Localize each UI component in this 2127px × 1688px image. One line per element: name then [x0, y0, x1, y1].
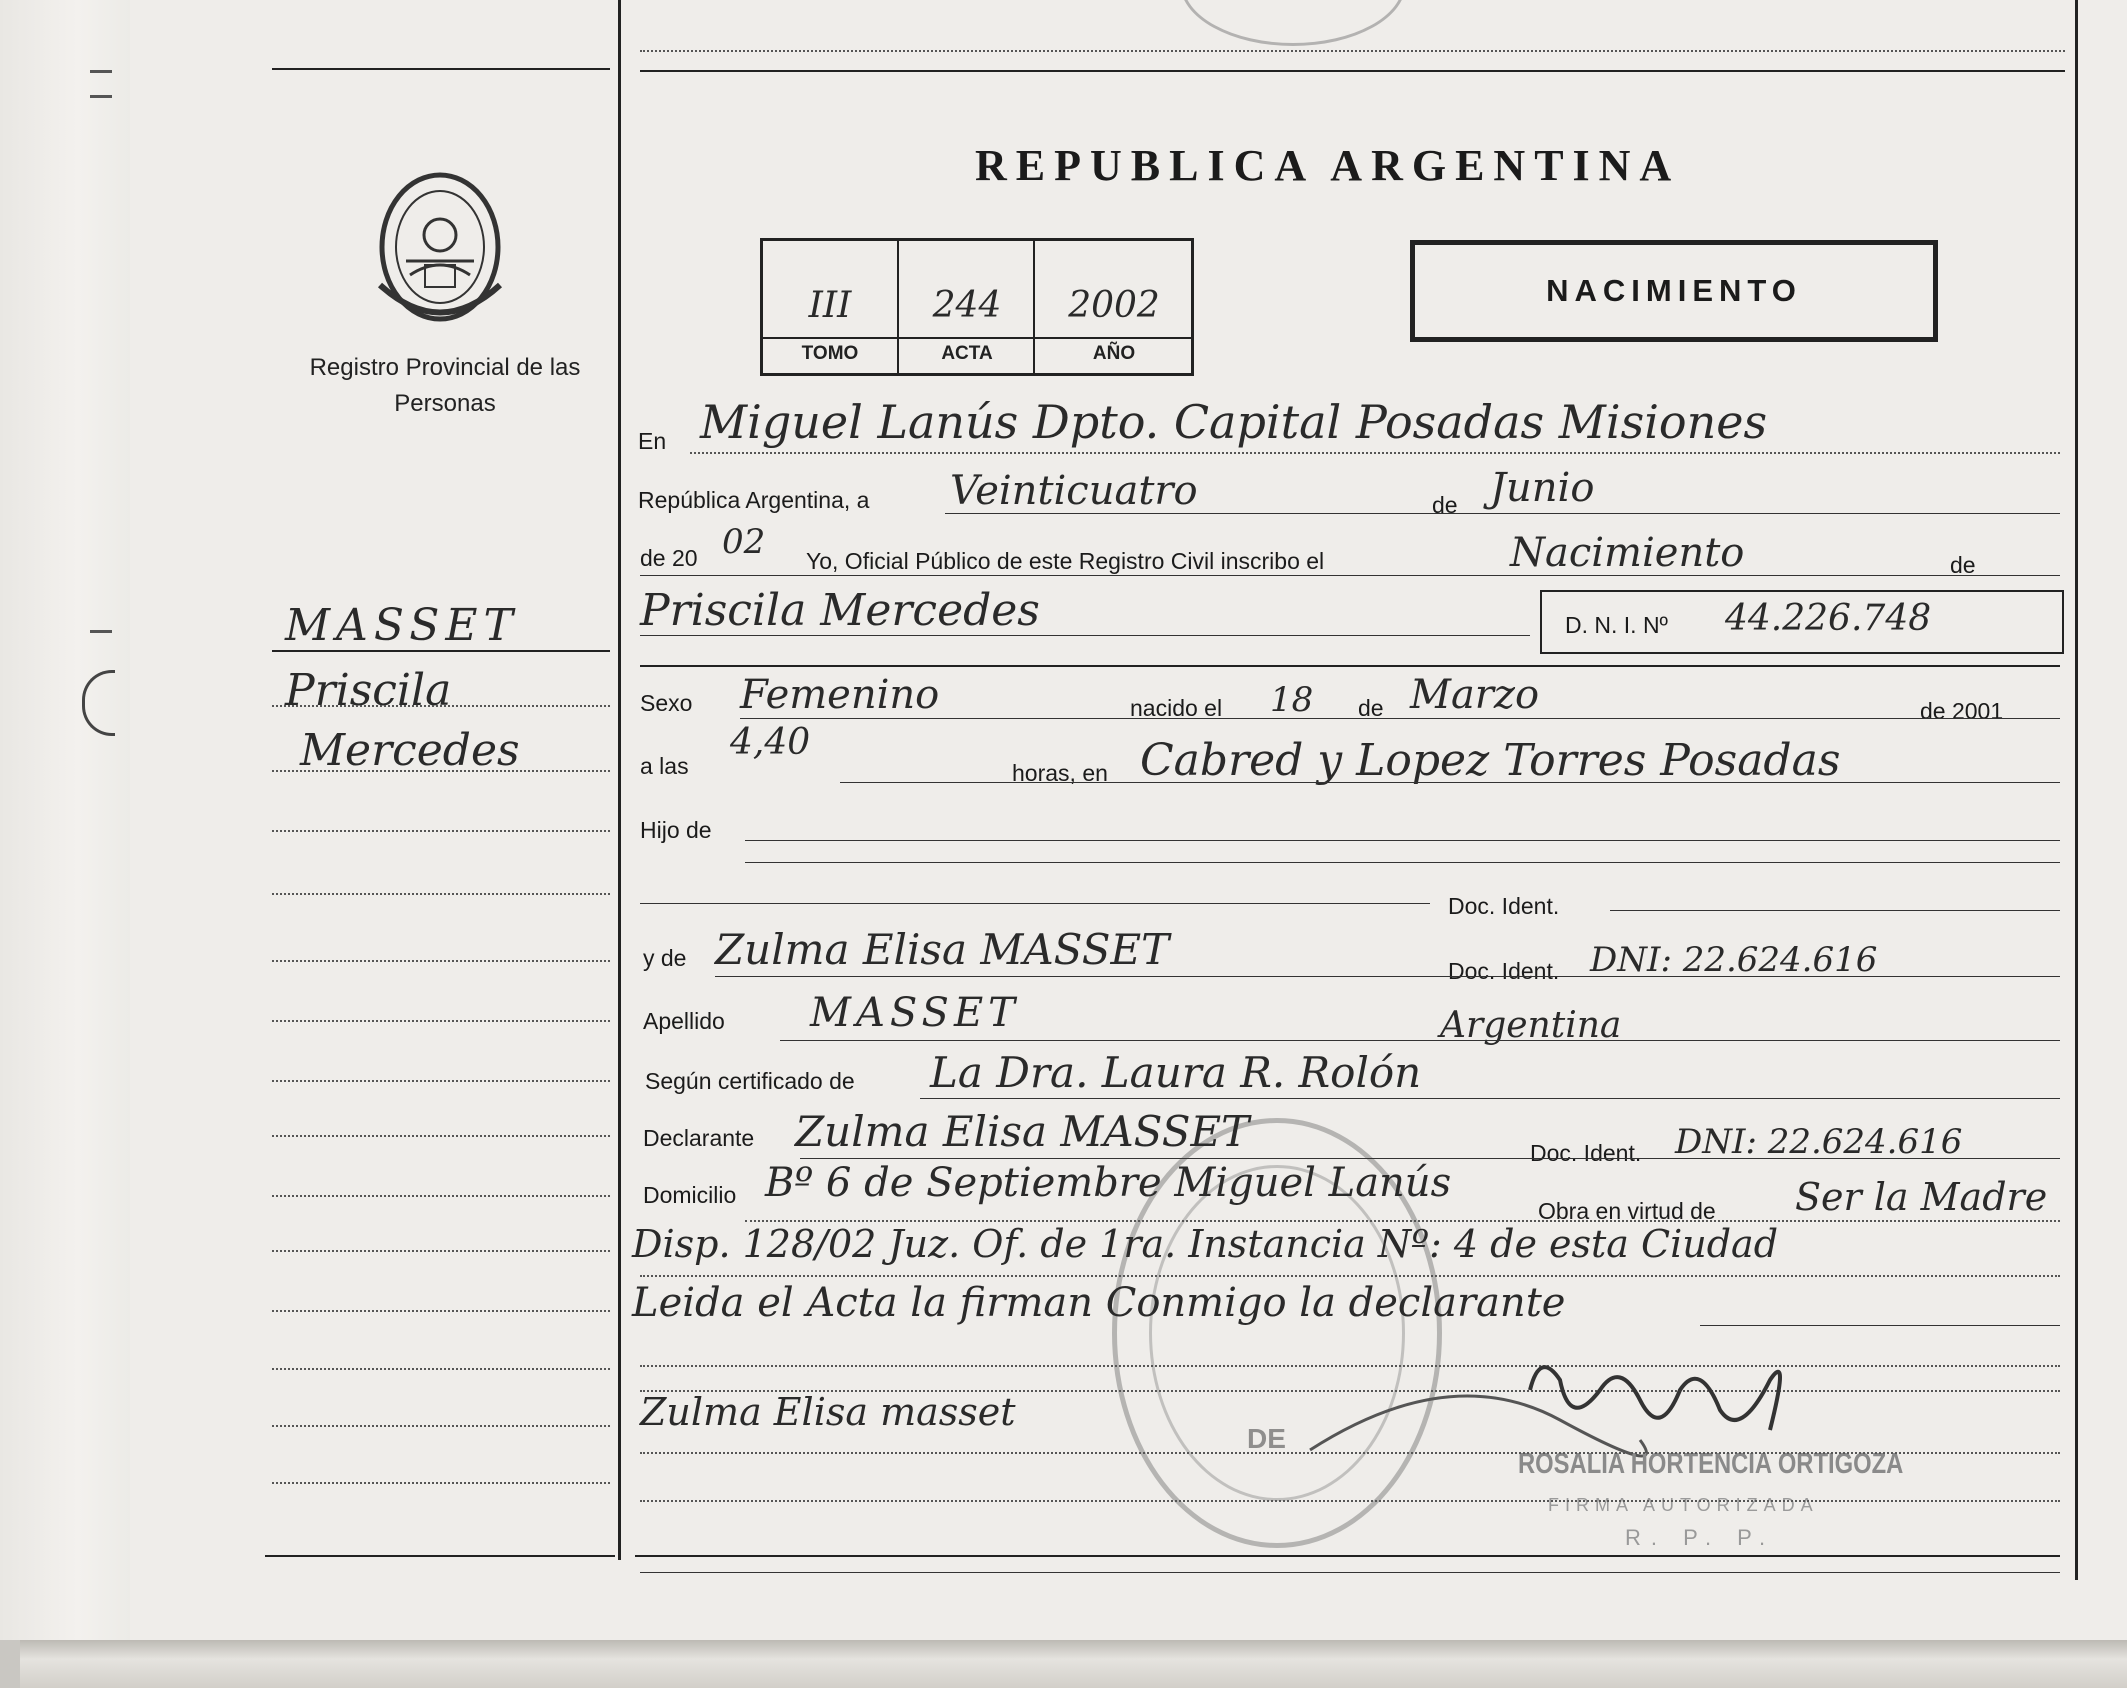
binder-mark [90, 95, 112, 98]
birth-time-value: 4,40 [730, 722, 811, 763]
label-hijo-de: Hijo de [640, 817, 712, 843]
stub-rule [272, 1195, 610, 1197]
mother-name-value: Zulma Elisa MASSET [715, 925, 1170, 974]
place-value: Miguel Lanús Dpto. Capital Posadas Misiones [700, 395, 1768, 449]
form-rule [745, 840, 2060, 841]
stub-rule [272, 1135, 610, 1137]
certifier-value: La Dra. Laura R. Rolón [930, 1048, 1422, 1097]
stub-given-name-2: Mercedes [300, 725, 520, 776]
label-a-las: a las [640, 753, 689, 779]
bottom-rule [635, 1555, 2060, 1557]
page-edge-shadow [20, 1640, 2127, 1688]
form-rule [745, 862, 2060, 863]
declarant-signature: Zulma Elisa masset [640, 1390, 1016, 1434]
stub-given-name-1: Priscila [285, 665, 452, 716]
stub-divider [618, 0, 621, 1560]
stub-rule [272, 960, 610, 962]
office-initials: R. P. P. [1625, 1525, 1776, 1550]
label-declarante: Declarante [643, 1125, 755, 1151]
official-title: FIRMA AUTORIZADA [1548, 1495, 1819, 1515]
form-rule [640, 1275, 2060, 1277]
stub-rule [272, 1080, 610, 1082]
form-rule [640, 1452, 2060, 1454]
birth-place-value: Cabred y Lopez Torres Posadas [1140, 735, 1841, 786]
declarant-value: Zulma Elisa MASSET [795, 1107, 1250, 1156]
stub-rule [272, 650, 610, 652]
birth-month-value: Marzo [1410, 672, 1540, 718]
label-de: de [1432, 492, 1458, 518]
label-segun-certificado: Según certificado de [645, 1068, 855, 1094]
label-domicilio: Domicilio [643, 1182, 737, 1208]
form-rule [780, 1040, 2060, 1041]
label-de-3: de [1358, 695, 1384, 721]
tomo-cell [763, 241, 897, 373]
form-rule [1610, 910, 2060, 911]
label-doc-ident-2: Doc. Ident. [1448, 958, 1560, 984]
label-horas-en: horas, en [1012, 760, 1108, 786]
seal-text: DE [1247, 1423, 1286, 1454]
label-republica: República Argentina, a [638, 487, 870, 513]
stub-rule [272, 1250, 610, 1252]
remark-line-2: Leida el Acta la firman Conmigo la declarante [632, 1280, 1566, 1326]
declarant-doc-value: DNI: 22.624.616 [1675, 1122, 1963, 1162]
stub-rule [272, 893, 610, 895]
acta-label: ACTA [899, 337, 1035, 365]
form-rule [640, 575, 2060, 576]
dni-value: 44.226.748 [1725, 598, 1932, 639]
binder-edge [0, 0, 130, 1640]
day-words-value: Veinticuatro [950, 468, 1198, 514]
ano-cell [1033, 241, 1193, 373]
label-nacido: nacido el [1130, 695, 1223, 721]
form-rule [800, 1158, 2060, 1159]
ano-label: AÑO [1035, 337, 1193, 365]
form-rule [945, 513, 2060, 514]
record-type-box: NACIMIENTO [1410, 240, 1938, 342]
stub-rule [272, 1020, 610, 1022]
surname-value: MASSET [810, 990, 1020, 1036]
province-emblem-icon [370, 165, 510, 330]
top-rule [640, 70, 2065, 72]
label-doc-ident-1: Doc. Ident. [1448, 893, 1560, 919]
stub-rule [272, 1368, 610, 1370]
acta-value: 244 [932, 285, 1002, 326]
label-doc-ident-3: Doc. Ident. [1530, 1140, 1642, 1166]
label-apellido: Apellido [643, 1008, 725, 1034]
stub-rule [272, 705, 610, 707]
year-suffix-value: 02 [722, 522, 766, 562]
label-yo-oficial: Yo, Oficial Público de este Registro Civil inscribo el [806, 548, 1325, 574]
stub-surname: MASSET [285, 600, 519, 651]
form-rule [715, 976, 2060, 977]
acta-cell [897, 241, 1035, 373]
binder-mark [90, 630, 112, 633]
registry-name: Registro Provincial de las Personas [309, 354, 581, 417]
form-rule [920, 1098, 2060, 1099]
stub-rule [272, 1425, 610, 1427]
event-value: Nacimiento [1510, 530, 1745, 576]
stub-rule [272, 1482, 610, 1484]
form-rule [690, 452, 2060, 454]
stub-rule [272, 68, 610, 70]
label-de-2: de [1950, 552, 1976, 578]
country-title: REPUBLICA ARGENTINA [975, 141, 1681, 190]
form-rule [640, 635, 1530, 636]
form-rule [1700, 1325, 2060, 1326]
remark-line-1: Disp. 128/02 Juz. Of. de 1ra. Instancia Nº: 4 de esta Ciudad [632, 1222, 1779, 1266]
record-id-box [760, 238, 1194, 376]
mother-doc-value: DNI: 22.624.616 [1590, 940, 1878, 980]
nationality-value: Argentina [1440, 1005, 1622, 1046]
page-right-border [2075, 0, 2078, 1580]
tomo-value: III [808, 285, 852, 326]
stub-rule [272, 830, 610, 832]
binder-mark [90, 70, 112, 73]
label-sexo: Sexo [640, 690, 693, 716]
month-value: Junio [1490, 465, 1595, 511]
sex-value: Femenino [740, 672, 940, 718]
bottom-rule [640, 1572, 2060, 1573]
stub-rule [265, 1555, 615, 1557]
official-name: ROSALIA HORTENCIA ORTIGOZA [1518, 1448, 1904, 1480]
address-value: Bº 6 de Septiembre Miguel Lanús [765, 1160, 1452, 1206]
label-en: En [638, 428, 667, 454]
stub-rule [272, 1310, 610, 1312]
form-rule [840, 782, 2060, 783]
ano-value: 2002 [1068, 285, 1160, 326]
binder-ring [82, 670, 115, 736]
form-rule [740, 718, 2060, 719]
label-dni: D. N. I. Nº [1565, 612, 1668, 638]
label-de-20: de 20 [640, 545, 698, 571]
basis-value: Ser la Madre [1795, 1175, 2048, 1219]
stub-rule [272, 770, 610, 772]
top-rule [640, 50, 2065, 52]
form-rule [640, 665, 2060, 667]
form-rule [640, 903, 1430, 904]
form-rule [640, 1500, 2060, 1502]
label-de-2001: de 2001 [1920, 698, 2004, 724]
label-y-de: y de [643, 945, 687, 971]
birth-day-value: 18 [1270, 680, 1314, 720]
label-obra-en-virtud: Obra en virtud de [1538, 1198, 1716, 1224]
tomo-label: TOMO [763, 337, 897, 365]
child-name-value: Priscila Mercedes [640, 585, 1040, 636]
